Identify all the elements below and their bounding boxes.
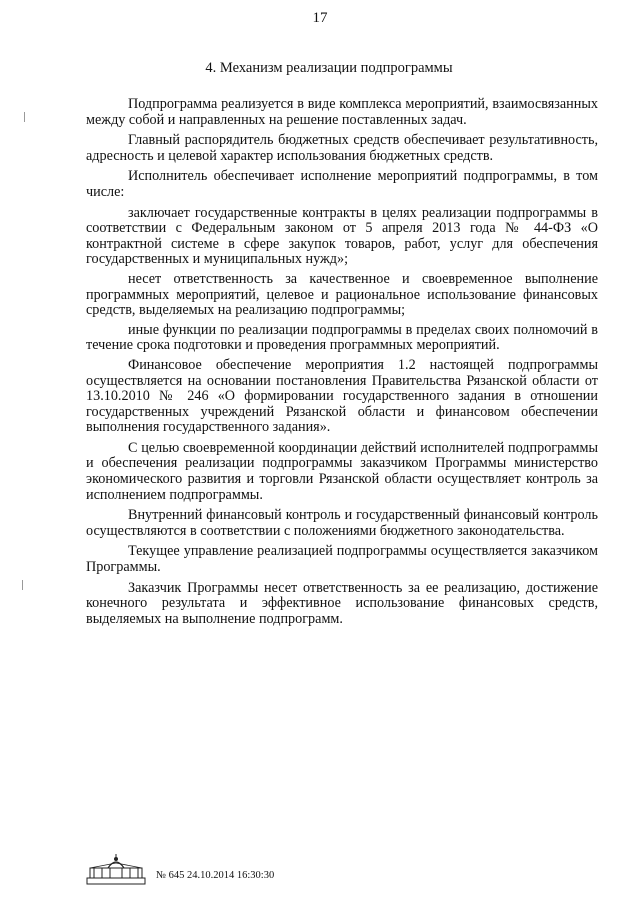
list-item: иные функции по реализации подпрограммы в пределах своих полномочий в течение срока подготовки и проведения программных мероприятий. bbox=[86, 321, 598, 354]
document-registration-code: № 645 24.10.2014 16:30:30 bbox=[156, 870, 275, 881]
paragraph: Исполнитель обеспечивает исполнение мероприятий подпрограммы, в том числе: bbox=[86, 168, 598, 200]
paragraph: Подпрограмма реализуется в виде комплекса мероприятий, взаимосвязанных между собой и направленных на решение поставленных задач. bbox=[86, 96, 598, 128]
section-heading: 4. Механизм реализации подпрограммы bbox=[205, 60, 453, 76]
emblem-icon bbox=[84, 852, 148, 886]
margin-mark bbox=[24, 112, 25, 122]
paragraph: Заказчик Программы несет ответственность за ее реализацию, достижение конечного результата и эффективное использование финансовых средств, выделяемых на выполнение подпрограмм. bbox=[86, 579, 598, 627]
paragraph: Финансовое обеспечение мероприятия 1.2 настоящей подпрограммы осуществляется на основании постановления Правительства Рязанской области от 13.10.2010 № 246 «О формировании государственного задания в отношении государственных учреждений Рязанской области и финансовом обеспечении выполнения государственного задания». bbox=[86, 356, 598, 436]
paragraph: Текущее управление реализацией подпрограммы осуществляется заказчиком Программы. bbox=[86, 543, 598, 576]
list-item: заключает государственные контракты в целях реализации подпрограммы в соответствии с Федеральным законом от 5 апреля 2013 года № 44-ФЗ «О контрактной системе в сфере закупок товаров, работ, услуг для обеспечения государственных и муниципальных нужд»; bbox=[86, 204, 598, 268]
paragraph: С целью своевременной координации действий исполнителей подпрограммы и обеспечения реализации подпрограммы заказчиком Программы министерство экономического развития и торговли Рязанской области осуществляет контроль за исполнением подпрограммы. bbox=[86, 439, 598, 503]
footer bbox=[84, 852, 344, 892]
margin-mark bbox=[22, 580, 23, 590]
paragraph: Главный распорядитель бюджетных средств обеспечивает результативность, адресность и целевой характер использования бюджетных средств. bbox=[86, 132, 598, 164]
paragraph: Внутренний финансовый контроль и государственный финансовый контроль осуществляются в соответствии с положениями бюджетного законодательства. bbox=[86, 507, 598, 539]
list-item: несет ответственность за качественное и своевременное выполнение программных мероприятий, целевое и рациональное использование финансовых средств, выделяемых на реализацию подпрограммы; bbox=[86, 270, 598, 319]
page-number: 17 bbox=[312, 10, 328, 26]
body-text bbox=[86, 97, 598, 632]
